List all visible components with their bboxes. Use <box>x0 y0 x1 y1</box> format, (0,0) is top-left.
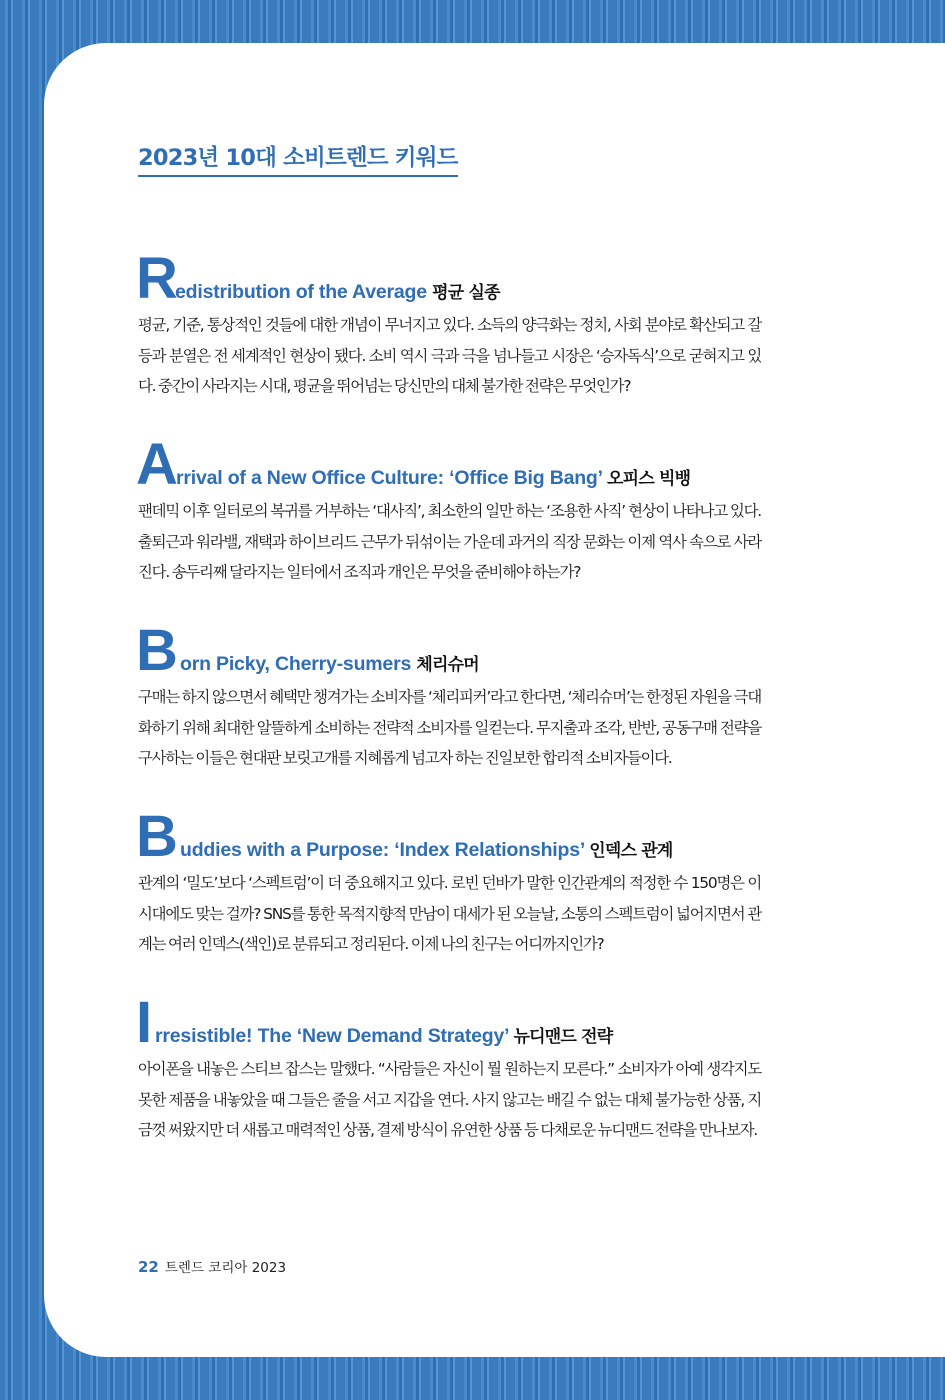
section-heading <box>136 618 761 683</box>
english-title: rrival of a New Office Culture: ‘Office Big Bang’ <box>176 467 602 489</box>
english-title: edistribution of the Average <box>175 281 427 303</box>
section-body: 평균, 기준, 통상적인 것들에 대한 개념이 무너지고 있다. 소득의 양극화는 정치, 사회 분야로 확산되고 갈등과 분열은 전 세계적인 현상이 됐다. 소비 역시 극과 극을 넘나들고 시장은 ‘승자독식’으로 굳혀지고 있다. 중간이 사라지는 시대, 평균을 뛰어넘는 당신만의 대체 불가한 전략은 무엇인가? <box>138 316 761 396</box>
keyword-section-office-big-bang <box>136 432 761 588</box>
keyword-section-index-relationships <box>136 804 761 960</box>
keyword-section-cherry-sumers <box>136 618 761 774</box>
drop-cap-letter: R <box>136 246 178 311</box>
drop-cap-letter: I <box>136 990 153 1055</box>
section-body: 아이폰을 내놓은 스티브 잡스는 말했다. “사람들은 자신이 뭘 원하는지 모른다.” 소비자가 아예 생각지도 못한 제품을 내놓았을 때 그들은 줄을 서고 지갑을 연다. 사지 않고는 배길 수 없는 대체 불가능한 상품, 지금껏 써왔지만 더 새롭고 매력적인 상품, 결제 방식이 유연한 상품 등 다채로운 뉴디맨드 전략을 만나보자. <box>138 1060 761 1140</box>
english-title: uddies with a Purpose: ‘Index Relationships’ <box>180 839 585 861</box>
section-heading-text <box>155 1022 612 1048</box>
section-body: 구매는 하지 않으면서 혜택만 챙겨가는 소비자를 ‘체리피커’라고 한다면, ‘체리슈머’는 한정된 자원을 극대화하기 위해 최대한 알뜰하게 소비하는 전략적 소비자를 일컫는다. 무지출과 조각, 반반, 공동구매 전략을 구사하는 이들은 현대판 보릿고개를 지혜롭게 넘고자 하는 진일보한 합리적 소비자들이다. <box>138 688 761 768</box>
keyword-section-new-demand <box>136 990 761 1146</box>
korean-title: 평균 실종 <box>432 283 500 303</box>
section-body: 팬데믹 이후 일터로의 복귀를 거부하는 ‘대사직’, 최소한의 일만 하는 ‘조용한 사직’ 현상이 나타나고 있다. 출퇴근과 워라밸, 재택과 하이브리드 근무가 뒤섞이는 가운데 과거의 직장 문화는 이제 역사 속으로 사라진다. 송두리째 달라지는 일터에서 조직과 개인은 무엇을 준비해야 하는가? <box>138 502 761 582</box>
drop-cap-letter: B <box>136 618 178 683</box>
drop-cap-letter: A <box>136 432 178 497</box>
section-heading <box>136 246 761 311</box>
section-body: 관계의 ‘밀도’보다 ‘스펙트럼’이 더 중요해지고 있다. 로빈 던바가 말한 인간관계의 적정한 수 150명은 이 시대에도 맞는 걸까? SNS를 통한 목적지향적 만남이 대세가 된 오늘날, 소통의 스펙트럼이 넓어지면서 관계는 여러 인덱스(색인)로 분류되고 정리된다. 이제 나의 친구는 어디까지인가? <box>138 874 761 954</box>
english-title: rresistible! The ‘New Demand Strategy’ <box>155 1025 509 1047</box>
keyword-section-redistribution <box>136 246 761 402</box>
section-heading <box>136 432 761 497</box>
korean-title: 인덱스 관계 <box>589 841 673 861</box>
section-heading-text <box>176 464 690 490</box>
page-title: 2023년 10대 소비트렌드 키워드 <box>138 140 458 177</box>
section-heading <box>136 990 761 1055</box>
drop-cap-letter: B <box>136 804 178 869</box>
section-heading-text <box>180 836 672 862</box>
korean-title: 체리슈머 <box>416 655 479 675</box>
section-heading-text <box>180 650 479 676</box>
page-number: 22 <box>138 1258 159 1276</box>
korean-title: 오피스 빅뱅 <box>607 469 691 489</box>
english-title: orn Picky, Cherry-sumers <box>180 653 412 675</box>
korean-title: 뉴디맨드 전략 <box>513 1027 613 1047</box>
book-title: 트렌드 코리아 2023 <box>164 1260 287 1276</box>
page-footer <box>138 1256 286 1276</box>
section-heading <box>136 804 761 869</box>
section-heading-text <box>175 278 500 304</box>
